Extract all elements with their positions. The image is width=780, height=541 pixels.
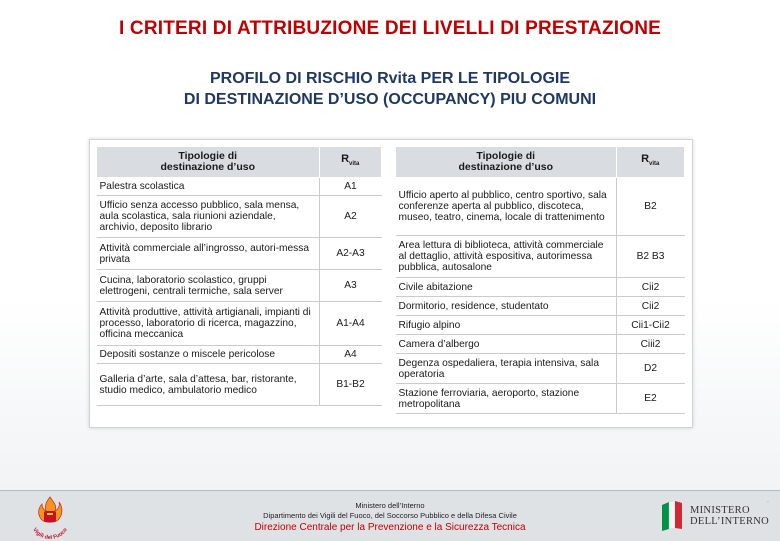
- row-description: Degenza ospedaliera, terapia intensiva, sala operatoria: [396, 354, 617, 384]
- footer-department: Dipartimento dei Vigili del Fuoco, del Soccorso Pubblico e della Difesa Civile: [263, 511, 517, 520]
- header-r-letter: R: [341, 152, 350, 165]
- table-row: [97, 270, 382, 302]
- row-rvita-code: A2-A3: [319, 238, 382, 270]
- table-row: [97, 302, 382, 346]
- footer-bar: [0, 490, 780, 541]
- table-row: [396, 236, 685, 278]
- table-row: [97, 196, 382, 238]
- header-r-letter: R: [641, 152, 650, 165]
- header-type-line-2: destinazione d’uso: [458, 161, 553, 173]
- row-description: Camera d’albergo: [396, 335, 617, 354]
- row-description: Stazione ferroviaria, aeroporto, stazione metropolitana: [396, 384, 617, 414]
- table-row: [396, 316, 685, 335]
- table-header-row: [97, 147, 382, 178]
- table-row: [396, 384, 685, 414]
- table-header-row: [396, 147, 685, 178]
- row-description: Rifugio alpino: [396, 316, 617, 335]
- row-rvita-code: A1: [319, 178, 382, 196]
- ministero-line-1: MINISTERO: [690, 505, 750, 516]
- row-rvita-code: Ciii2: [616, 335, 685, 354]
- subtitle-line-1: PROFILO DI RISCHIO Rvita PER LE TIPOLOGIE: [209, 70, 571, 87]
- page-title: I CRITERI DI ATTRIBUZIONE DEI LIVELLI DI PRESTAZIONE: [118, 18, 662, 39]
- row-description: Attività commerciale all’ingrosso, autori-messa privata: [97, 238, 320, 270]
- ministero-line-2: DELL’INTERNO: [690, 516, 770, 527]
- table-row: [396, 297, 685, 316]
- header-type: [396, 147, 617, 178]
- footer-directorate: Direzione Centrale per la Prevenzione e la Sicurezza Tecnica: [254, 522, 526, 533]
- row-description: Palestra scolastica: [97, 178, 320, 196]
- row-rvita-code: A3: [319, 270, 382, 302]
- row-rvita-code: A2: [319, 196, 382, 238]
- table-row: [97, 178, 382, 196]
- subtitle-line-2: DI DESTINAZIONE D’USO (OCCUPANCY) PIU COMUNI: [183, 91, 597, 108]
- footer-ministry: Ministero dell’Interno: [355, 501, 425, 510]
- table-row: [97, 238, 382, 270]
- row-rvita-code: Cii2: [616, 278, 685, 297]
- table-row: [396, 178, 685, 236]
- row-description: Civile abitazione: [396, 278, 617, 297]
- row-rvita-code: B2 B3: [616, 236, 685, 278]
- table-row: [396, 278, 685, 297]
- header-rvita: [319, 147, 382, 178]
- row-description: Depositi sostanze o miscele pericolose: [97, 346, 320, 364]
- row-description: Cucina, laboratorio scolastico, gruppi elettrogeni, centrali termiche, sala server: [97, 270, 320, 302]
- row-rvita-code: B2: [616, 178, 685, 236]
- ministero-interno-logo: [660, 499, 778, 533]
- row-description: Attività produttive, attività artigianali, impianti di processo, laboratorio di ricerca, magazzino, officina meccanica: [97, 302, 320, 346]
- row-description: Galleria d’arte, sala d’attesa, bar, ristorante, studio medico, ambulatorio medico: [97, 364, 320, 406]
- corner-mark: .: [767, 497, 769, 504]
- row-rvita-code: E2: [616, 384, 685, 414]
- table-row: [97, 346, 382, 364]
- table-row: [97, 364, 382, 406]
- row-rvita-code: B1-B2: [319, 364, 382, 406]
- italian-flag-icon: [660, 501, 684, 531]
- ministero-logo-text: [690, 505, 769, 527]
- left-occupancy-table: [96, 146, 382, 406]
- tables-image-frame: [89, 139, 693, 428]
- header-type-line-1: Tipologie di: [476, 150, 536, 162]
- table-row: [396, 335, 685, 354]
- header-type: [97, 147, 320, 178]
- header-r-subscript: vita: [349, 161, 360, 168]
- row-rvita-code: Cii2: [616, 297, 685, 316]
- row-rvita-code: A4: [319, 346, 382, 364]
- right-occupancy-table: [395, 146, 685, 414]
- header-r-subscript: vita: [649, 161, 660, 168]
- row-description: Dormitorio, residence, studentato: [396, 297, 617, 316]
- table-row: [396, 354, 685, 384]
- row-rvita-code: Cii1-Cii2: [616, 316, 685, 335]
- header-type-line-2: destinazione d’uso: [160, 161, 255, 173]
- row-description: Area lettura di biblioteca, attività commerciale al dettaglio, attività espositiva, autorimessa pubblica, autosalone: [396, 236, 617, 278]
- footer-text-block: [200, 501, 580, 535]
- vigili-del-fuoco-logo-icon: [24, 493, 76, 541]
- row-description: Ufficio aperto al pubblico, centro sportivo, sala conferenze aperta al pubblico, discoteca, museo, teatro, cinema, locale di trattenimento: [396, 178, 617, 236]
- row-rvita-code: D2: [616, 354, 685, 384]
- header-type-line-1: Tipologie di: [178, 150, 238, 162]
- page-subtitle: [0, 68, 780, 110]
- row-rvita-code: A1-A4: [319, 302, 382, 346]
- header-rvita: [616, 147, 685, 178]
- svg-text:Vigili del Fuoco: Vigili del Fuoco: [31, 527, 69, 541]
- row-description: Ufficio senza accesso pubblico, sala mensa, aula scolastica, sala riunioni aziendale, archivio, deposito librario: [97, 196, 320, 238]
